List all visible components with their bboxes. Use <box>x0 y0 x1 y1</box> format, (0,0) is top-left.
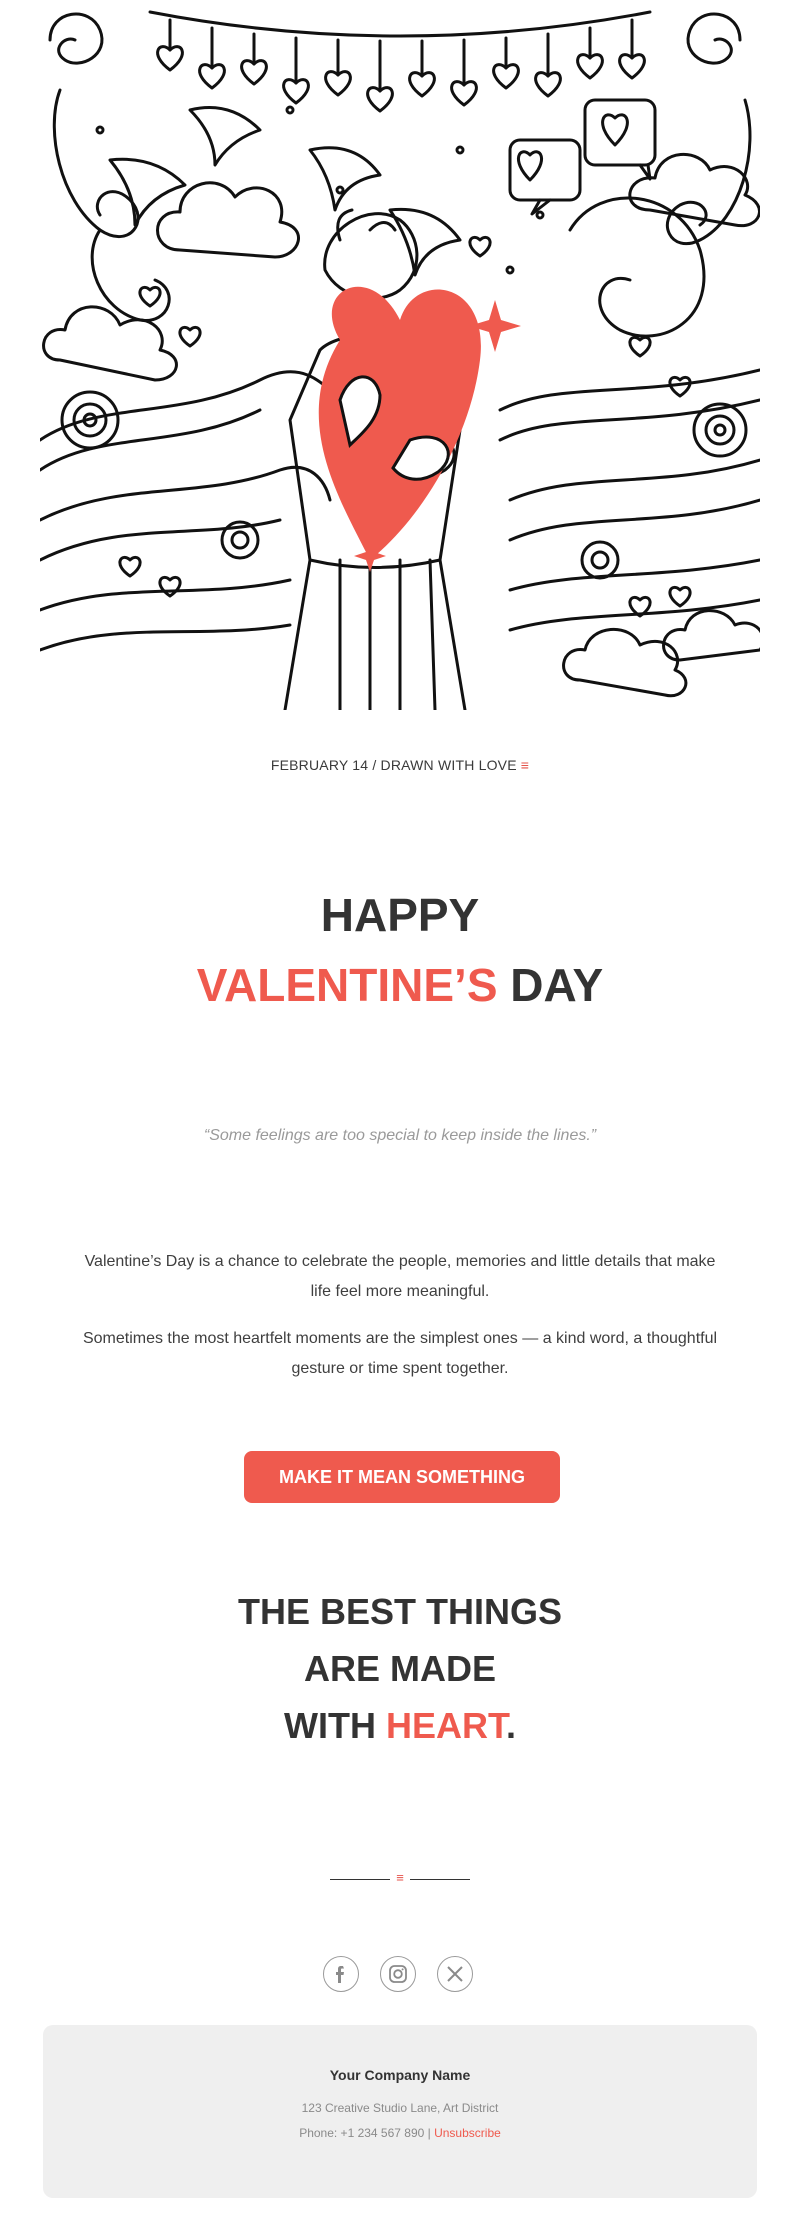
contact-line <box>43 2126 757 2140</box>
headline-line2 <box>0 950 800 1020</box>
headline-line1: HAPPY <box>320 889 480 941</box>
tagline-line3-suffix: . <box>505 1705 516 1746</box>
tagline-line3-prefix: WITH <box>283 1705 386 1746</box>
tagline-line2: ARE MADE <box>303 1648 496 1689</box>
body-paragraph-1: Valentine’s Day is a chance to celebrate the people, memories and little details that make life feel more meaningful. <box>84 1253 716 1300</box>
menu-lines-icon: ≡ <box>396 1870 404 1885</box>
instagram-icon[interactable] <box>380 1956 416 1992</box>
date-subtitle-text: FEBRUARY 14 / DRAWN WITH LOVE <box>270 757 517 773</box>
footer-panel <box>43 2025 757 2198</box>
tagline-accent: HEART <box>385 1705 506 1746</box>
unsubscribe-link[interactable]: Unsubscribe <box>434 2126 501 2140</box>
main-headline <box>0 880 800 1020</box>
company-name: Your Company Name <box>329 2067 471 2083</box>
social-links <box>323 1956 477 1996</box>
menu-lines-icon: ≡ <box>520 757 530 773</box>
divider-line-right <box>410 1879 470 1880</box>
body-paragraph-2: Sometimes the most heartfelt moments are the simplest ones — a kind word, a thoughtful gesture or time spent together. <box>82 1330 718 1377</box>
valentine-illustration-icon <box>40 0 760 710</box>
company-address: 123 Creative Studio Lane, Art District <box>301 2101 499 2115</box>
tagline <box>0 1583 800 1754</box>
headline-rest: DAY <box>497 959 604 1011</box>
divider-line-left <box>330 1879 390 1880</box>
date-subtitle <box>0 757 800 773</box>
tagline-line3 <box>0 1697 800 1754</box>
x-icon[interactable] <box>437 1956 473 1992</box>
hero-illustration <box>40 0 760 710</box>
section-divider <box>330 1872 470 1886</box>
tagline-line1: THE BEST THINGS <box>237 1591 563 1632</box>
quote-text: “Some feelings are too special to keep inside the lines.” <box>203 1127 597 1144</box>
facebook-icon[interactable] <box>323 1956 359 1992</box>
cta-button[interactable]: MAKE IT MEAN SOMETHING <box>244 1451 560 1503</box>
phone-text: Phone: +1 234 567 890 | <box>299 2126 435 2140</box>
headline-accent: VALENTINE’S <box>196 959 498 1011</box>
